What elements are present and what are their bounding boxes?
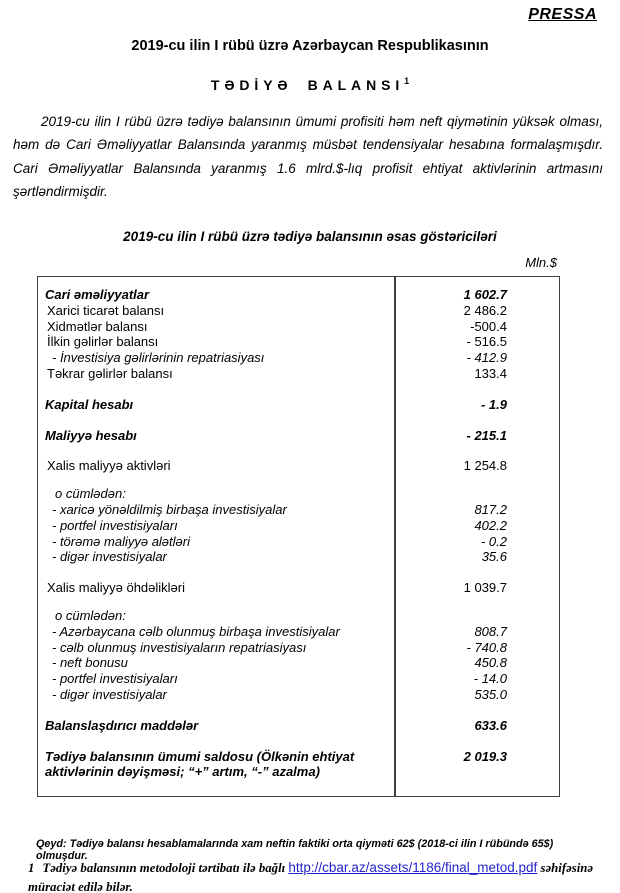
footnote-text-before: Tədiyə balansının metodoloji tərtibatı ilə bağlı: [42, 861, 286, 875]
pressa-label: PRESSA: [528, 6, 597, 23]
table-row: [38, 596, 559, 608]
row-label: - portfel investisiyaları: [52, 517, 178, 533]
table-row: [38, 734, 559, 749]
row-label: Kapital hesabı: [45, 396, 134, 412]
footnote-marker: 1: [28, 861, 35, 875]
row-label: Balanslaşdırıcı maddələr: [45, 717, 199, 733]
row-value: 2 019.3: [463, 748, 507, 764]
table-row: [38, 565, 559, 580]
document-subtitle: [0, 77, 620, 93]
row-value: - 0.2: [480, 533, 507, 549]
table-row: [38, 502, 559, 518]
row-label: - portfel investisiyaları: [52, 671, 178, 687]
table-row: [38, 486, 559, 502]
row-value: [395, 486, 559, 502]
table-row: [38, 718, 559, 734]
row-label: - İnvestisiya gəlirlərinin repatriasiyası: [52, 350, 265, 366]
row-label: Cari əməliyyatlar: [45, 287, 150, 302]
row-label: Xarici ticarət balansı: [47, 302, 165, 318]
table-row: [38, 671, 559, 687]
table-row: [38, 443, 559, 458]
table-row: [38, 640, 559, 656]
table-row: [38, 319, 559, 335]
row-label: Təkrar gəlirlər balansı: [47, 365, 173, 381]
table-row: [38, 703, 559, 718]
table-title: 2019-cu ilin I rübü üzrə tədiyə balansının əsas göstəriciləri: [123, 229, 497, 244]
row-label: Xalis maliyyə öhdəlikləri: [47, 580, 185, 596]
row-value: 133.4: [474, 365, 507, 381]
row-value: 402.2: [474, 517, 507, 533]
row-label: - digər investisiyalar: [52, 549, 167, 565]
row-value: 535.0: [474, 686, 507, 702]
table-row: [38, 334, 559, 350]
row-label: Maliyyə hesabı: [45, 427, 137, 443]
row-value: 817.2: [474, 501, 507, 517]
row-value: - 516.5: [466, 334, 507, 350]
methodology-link[interactable]: http://cbar.az/assets/1186/final_metod.pdf: [288, 860, 538, 875]
table-row: [38, 382, 559, 397]
row-value: - 215.1: [466, 427, 507, 443]
row-label: - cəlb olunmuş investisiyaların repatriasiyası: [52, 639, 307, 655]
table-row: [38, 474, 559, 486]
table-row: [38, 549, 559, 565]
table-row: [38, 458, 559, 474]
row-value: 2 486.2: [463, 302, 507, 318]
table-row: [38, 413, 559, 428]
balance-table-body: [38, 277, 559, 780]
table-row: [38, 397, 559, 413]
note-text: Qeyd: Tədiyə balansı hesablamalarında xam neftin faktiki orta qiyməti 62$ (2018-ci ilin I rübündə 65$) olmuşdur.: [36, 838, 554, 862]
table-row: [38, 687, 559, 703]
table-row: [38, 534, 559, 550]
row-label: - xaricə yönəldilmiş birbaşa investisiyalar: [52, 501, 287, 517]
table-row: [38, 608, 559, 624]
subtitle-text: TƏDİYƏ BALANSI: [210, 77, 405, 93]
row-value: - 412.9: [466, 350, 507, 366]
footnote-text-after: səhifəsinə müraciət edilə bilər.: [28, 861, 594, 893]
row-label: Tədiyə balansının ümumi saldosu (Ölkənin ehtiyat aktivlərinin dəyişməsi; “+” artım, “-” azalma): [45, 748, 355, 780]
row-value: [395, 608, 559, 624]
row-label: İlkin gəlirlər balansı: [47, 334, 159, 350]
row-label: - törəmə maliyyə alətləri: [52, 533, 190, 549]
table-row: [38, 624, 559, 640]
row-value: 35.6: [481, 549, 507, 565]
intro-paragraph: 2019-cu ilin I rübü üzrə tədiyə balansının ümumi profisiti həm neft qiymətinin yüksək olması, həm də Cari Əməliyyatlar Balansında yaranmış müsbət tendensiyalar hesabına formalaşmışdır. Cari Əməliyyatlar Balansında yaranmış 1.6 mlrd.$-lıq profisit ehtiyat aktivlərinin artmasını şərtləndirmişdir.: [13, 114, 603, 199]
table-row: [38, 366, 559, 382]
table-row: [38, 518, 559, 534]
footnote-reference: 1: [404, 76, 410, 86]
row-label: Xalis maliyyə aktivləri: [47, 458, 171, 474]
row-label: o cümlədən:: [55, 486, 126, 502]
row-value: -500.4: [470, 318, 507, 334]
row-label: - Azərbaycana cəlb olunmuş birbaşa investisiyalar: [52, 623, 340, 639]
row-value: 1 602.7: [463, 287, 507, 302]
row-value: 1 039.7: [463, 580, 507, 596]
row-label: - digər investisiyalar: [52, 686, 167, 702]
row-value: 450.8: [474, 655, 507, 671]
table-row: [38, 580, 559, 596]
balance-table: [37, 276, 560, 797]
row-value: - 1.9: [480, 396, 507, 412]
unit-label: Mln.$: [525, 255, 557, 270]
row-value: - 14.0: [473, 671, 507, 687]
table-row: [38, 350, 559, 366]
row-label: Xidmətlər balansı: [47, 318, 148, 334]
table-row: [38, 749, 559, 781]
footnote: [28, 858, 598, 893]
row-value: - 740.8: [466, 639, 507, 655]
row-value: 1 254.8: [463, 458, 507, 474]
table-row: [38, 287, 559, 303]
row-value: 633.6: [474, 717, 507, 733]
document-title: 2019-cu ilin I rübü üzrə Azərbaycan Respublikasının: [131, 38, 489, 54]
row-value: 808.7: [474, 623, 507, 639]
row-label: - neft bonusu: [52, 655, 128, 671]
row-label: o cümlədən:: [55, 607, 126, 623]
table-row: [38, 303, 559, 319]
table-row: [38, 655, 559, 671]
table-row: [38, 428, 559, 444]
